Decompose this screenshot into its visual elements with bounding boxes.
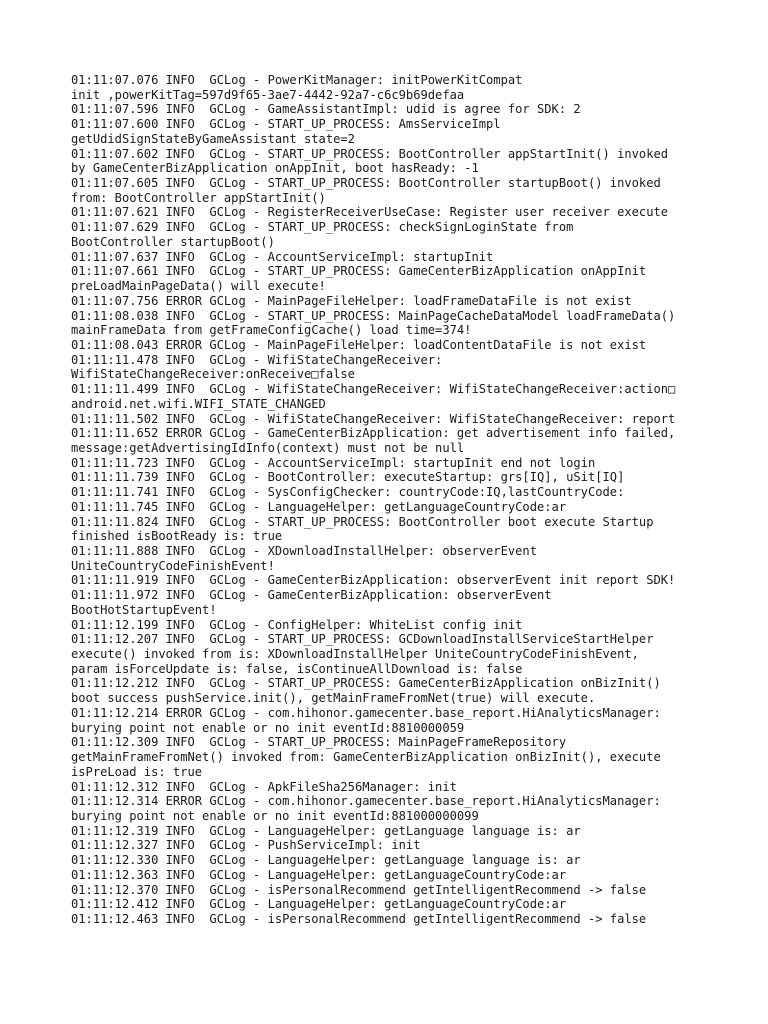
- log-line: 01:11:11.502 INFO GCLog - WifiStateChangeReceiver: WifiStateChangeReceiver: report: [71, 411, 676, 426]
- log-line: 01:11:12.370 INFO GCLog - isPersonalRecommend getIntelligentRecommend -> false: [71, 882, 647, 897]
- log-line: 01:11:12.412 INFO GCLog - LanguageHelper: getLanguageCountryCode:ar: [71, 897, 567, 912]
- log-line: WifiStateChangeReceiver:onReceive□false: [71, 367, 355, 382]
- log-line: isPreLoad is: true: [71, 764, 203, 779]
- log-line: by GameCenterBizApplication onAppInit, boot hasReady: -1: [71, 161, 479, 176]
- log-line: 01:11:11.972 INFO GCLog - GameCenterBizApplication: observerEvent: [71, 588, 552, 603]
- log-line: 01:11:07.629 INFO GCLog - START_UP_PROCESS: checkSignLoginState from: [71, 220, 574, 235]
- log-line: message:getAdvertisingIdInfo(context) must not be null: [71, 440, 465, 455]
- log-line: 01:11:12.214 ERROR GCLog - com.hihonor.gamecenter.base_report.HiAnalyticsManager:: [71, 705, 661, 720]
- log-line: 01:11:07.596 INFO GCLog - GameAssistantImpl: udid is agree for SDK: 2: [71, 102, 581, 117]
- log-line: burying point not enable or no init eventId:8810000059: [71, 720, 465, 735]
- log-line: execute() invoked from is: XDownloadInstallHelper UniteCountryCodeFinishEvent,: [71, 647, 639, 662]
- log-line: 01:11:07.076 INFO GCLog - PowerKitManager: initPowerKitCompat: [71, 73, 523, 87]
- log-text-block: [71, 73, 751, 927]
- log-line: 01:11:11.478 INFO GCLog - WifiStateChangeReceiver:: [71, 352, 443, 367]
- log-line: 01:11:11.745 INFO GCLog - LanguageHelper: getLanguageCountryCode:ar: [71, 499, 567, 514]
- log-line: 01:11:11.824 INFO GCLog - START_UP_PROCESS: BootController boot execute Startup: [71, 514, 654, 529]
- log-line: 01:11:12.319 INFO GCLog - LanguageHelper: getLanguage language is: ar: [71, 823, 581, 838]
- log-line: finished isBootReady is: true: [71, 529, 283, 544]
- log-line: 01:11:11.499 INFO GCLog - WifiStateChangeReceiver: WifiStateChangeReceiver:action□: [71, 382, 676, 397]
- log-line: 01:11:07.605 INFO GCLog - START_UP_PROCESS: BootController startupBoot() invoked: [71, 176, 661, 191]
- log-line: 01:11:11.888 INFO GCLog - XDownloadInstallHelper: observerEvent: [71, 544, 537, 558]
- log-line: 01:11:12.463 INFO GCLog - isPersonalRecommend getIntelligentRecommend -> false: [71, 911, 647, 926]
- log-line: init ,powerKitTag=597d9f65-3ae7-4442-92a7-c6c9b69defaa: [71, 87, 465, 102]
- log-line: 01:11:12.207 INFO GCLog - START_UP_PROCESS: GCDownloadInstallServiceStartHelper: [71, 632, 654, 647]
- log-line: 01:11:12.199 INFO GCLog - ConfigHelper: WhiteList config init: [71, 617, 523, 632]
- log-line: getMainFrameFromNet() invoked from: GameCenterBizApplication onBizInit(), execute: [71, 750, 661, 765]
- log-line: 01:11:11.919 INFO GCLog - GameCenterBizApplication: observerEvent init report SDK!: [71, 573, 676, 588]
- log-line: from: BootController appStartInit(): [71, 190, 326, 205]
- log-line: UniteCountryCodeFinishEvent!: [71, 558, 275, 573]
- log-line: 01:11:07.602 INFO GCLog - START_UP_PROCESS: BootController appStartInit() invoked: [71, 146, 669, 161]
- log-line: android.net.wifi.WIFI_STATE_CHANGED: [71, 396, 326, 411]
- log-line: boot success pushService.init(), getMainFrameFromNet(true) will execute.: [71, 691, 596, 706]
- log-line: 01:11:12.314 ERROR GCLog - com.hihonor.gamecenter.base_report.HiAnalyticsManager:: [71, 794, 661, 809]
- log-line: 01:11:07.661 INFO GCLog - START_UP_PROCESS: GameCenterBizApplication onAppInit: [71, 264, 647, 279]
- log-line: BootHotStartupEvent!: [71, 602, 217, 617]
- log-line: 01:11:12.363 INFO GCLog - LanguageHelper: getLanguageCountryCode:ar: [71, 867, 567, 882]
- log-line: 01:11:12.309 INFO GCLog - START_UP_PROCESS: MainPageFrameRepository: [71, 735, 567, 750]
- log-line: 01:11:11.652 ERROR GCLog - GameCenterBizApplication: get advertisement info failed,: [71, 426, 676, 441]
- log-line: 01:11:07.600 INFO GCLog - START_UP_PROCESS: AmsServiceImpl: [71, 117, 501, 132]
- log-line: 01:11:12.330 INFO GCLog - LanguageHelper: getLanguage language is: ar: [71, 853, 581, 868]
- log-line: 01:11:07.756 ERROR GCLog - MainPageFileHelper: loadFrameDataFile is not exist: [71, 293, 632, 308]
- log-line: 01:11:12.212 INFO GCLog - START_UP_PROCESS: GameCenterBizApplication onBizInit(): [71, 676, 661, 691]
- log-line: 01:11:12.327 INFO GCLog - PushServiceImpl: init: [71, 838, 421, 853]
- log-line: 01:11:07.621 INFO GCLog - RegisterReceiverUseCase: Register user receiver execute: [71, 205, 669, 220]
- log-line: param isForceUpdate is: false, isContinueAllDownload is: false: [71, 661, 523, 676]
- log-line: BootController startupBoot(): [71, 234, 275, 249]
- log-line: getUdidSignStateByGameAssistant state=2: [71, 131, 355, 146]
- log-line: preLoadMainPageData() will execute!: [71, 279, 326, 294]
- log-line: 01:11:08.038 INFO GCLog - START_UP_PROCESS: MainPageCacheDataModel loadFrameData(): [71, 308, 676, 323]
- log-line: 01:11:12.312 INFO GCLog - ApkFileSha256Manager: init: [71, 779, 457, 794]
- log-line: 01:11:11.723 INFO GCLog - AccountServiceImpl: startupInit end not login: [71, 455, 596, 470]
- log-line: 01:11:07.637 INFO GCLog - AccountServiceImpl: startupInit: [71, 249, 494, 264]
- log-line: 01:11:11.741 INFO GCLog - SysConfigChecker: countryCode:IQ,lastCountryCode:: [71, 485, 625, 500]
- log-line: 01:11:11.739 INFO GCLog - BootController: executeStartup: grs[IQ], uSit[IQ]: [71, 470, 625, 485]
- log-line: burying point not enable or no init eventId:881000000099: [71, 808, 479, 823]
- log-line: mainFrameData from getFrameConfigCache() load time=374!: [71, 323, 472, 338]
- log-line: 01:11:08.043 ERROR GCLog - MainPageFileHelper: loadContentDataFile is not exist: [71, 337, 647, 352]
